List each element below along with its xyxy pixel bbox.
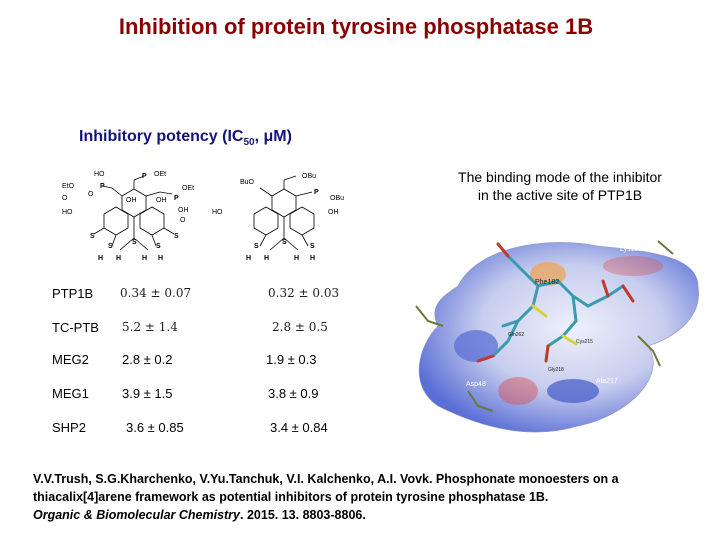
subtitle-text: Inhibitory potency (IC (79, 128, 244, 145)
label-p2: P (142, 173, 147, 180)
label-s3: S (310, 243, 315, 250)
label-p3: P (174, 195, 179, 202)
residue-gln262: Gln262 (508, 332, 525, 338)
label-s4: S (156, 243, 161, 250)
residue-ala217: Ala217 (596, 378, 618, 385)
residue-lys120: Lys120 (660, 345, 683, 352)
label-eto: EtO (62, 183, 75, 190)
ic50-left: 5.2 ± 1.4 (122, 320, 178, 334)
label-s1: S (254, 243, 259, 250)
label-obu1: OBu (302, 173, 317, 180)
label-h4: H (310, 255, 316, 262)
ic50-left: 0.34 ± 0.07 (120, 286, 192, 300)
table-row (52, 286, 382, 310)
subtitle (79, 128, 292, 148)
label-o2: O (62, 195, 68, 202)
slide-title: Inhibition of protein tyrosine phosphatase 1B (118, 14, 594, 39)
label-s2: S (108, 243, 113, 250)
structure-dibutyl-phosphonate (210, 168, 360, 263)
residue-phe182: Phe182 (535, 279, 560, 286)
enzyme-name: MEG1 (52, 386, 89, 401)
label-s5: S (174, 233, 179, 240)
enzyme-name: TC-PTB (52, 320, 99, 335)
ic50-right: 3.8 ± 0.9 (268, 386, 319, 401)
label-s1: S (90, 233, 95, 240)
label-oet2: OEt (182, 185, 195, 192)
label-s2: S (282, 239, 287, 246)
structure-diethyl-phosphonate (60, 168, 210, 263)
ic50-right: 0.32 ± 0.03 (268, 286, 340, 300)
residue-cys215: Cys215 (576, 339, 593, 345)
label-o3: O (180, 217, 186, 224)
label-o1: O (88, 191, 94, 198)
label-h3: H (294, 255, 300, 262)
label-ho: HO (62, 209, 73, 216)
enzyme-name: PTP1B (52, 286, 94, 301)
subtitle-subscript: 50 (243, 137, 255, 149)
label-ho-top: HO (94, 171, 105, 178)
ic50-left: 3.9 ± 1.5 (122, 386, 173, 401)
residue-asp48: Asp48 (466, 381, 486, 388)
residue-gly218: Gly218 (548, 367, 564, 373)
reference-citation-details: . 2015. 13. 8803-8806. (240, 508, 366, 522)
binding-mode-caption (420, 168, 700, 204)
label-h4: H (158, 255, 164, 262)
enzyme-name: MEG2 (52, 352, 89, 367)
reference-journal: Organic & Biomolecular Chemistry (33, 508, 241, 522)
label-h2: H (116, 255, 122, 262)
ic50-left: 3.6 ± 0.85 (126, 420, 184, 435)
reference-citation (33, 470, 713, 524)
label-s3: S (132, 239, 137, 246)
label-h2: H (264, 255, 270, 262)
table-row (52, 352, 382, 376)
label-oh: OH (328, 209, 339, 216)
table-row (52, 386, 382, 410)
table-row (52, 420, 382, 444)
label-obu2: OBu (330, 195, 345, 202)
label-h1: H (246, 255, 252, 262)
label-buo: BuO (240, 179, 255, 186)
label-oh1: OH (126, 197, 137, 204)
enzyme-name: SHP2 (52, 420, 86, 435)
subtitle-suffix: , μM) (254, 128, 292, 145)
ic50-left: 2.8 ± 0.2 (122, 352, 173, 367)
ic50-right: 1.9 ± 0.3 (266, 352, 317, 367)
label-ho: HO (212, 209, 223, 216)
ic50-right: 3.4 ± 0.84 (270, 420, 328, 435)
label-oh3: OH (178, 207, 189, 214)
docking-image (398, 226, 710, 448)
label-h1: H (98, 255, 104, 262)
label-oet1: OEt (154, 171, 167, 178)
residue-lys116: Lys116 (620, 246, 642, 253)
ic50-right: 2.8 ± 0.5 (272, 320, 328, 334)
label-p: P (314, 189, 319, 196)
label-p1: P (100, 183, 105, 190)
residue-arg24: Arg24 (412, 299, 431, 306)
label-h3: H (142, 255, 148, 262)
binding-caption-line1: The binding mode of the inhibitor (458, 169, 662, 185)
binding-caption-line2: in the active site of PTP1B (477, 187, 643, 203)
reference-authors-title: V.V.Trush, S.G.Kharchenko, V.Yu.Tanchuk, V.I. Kalchenko, A.I. Vovk. Phosphonate monoesters on a thiacalix[4]arene framework as potential inhibitors of protein tyrosine phosphatase 1B. (33, 472, 619, 504)
table-row (52, 320, 382, 344)
label-oh2: OH (156, 197, 167, 204)
